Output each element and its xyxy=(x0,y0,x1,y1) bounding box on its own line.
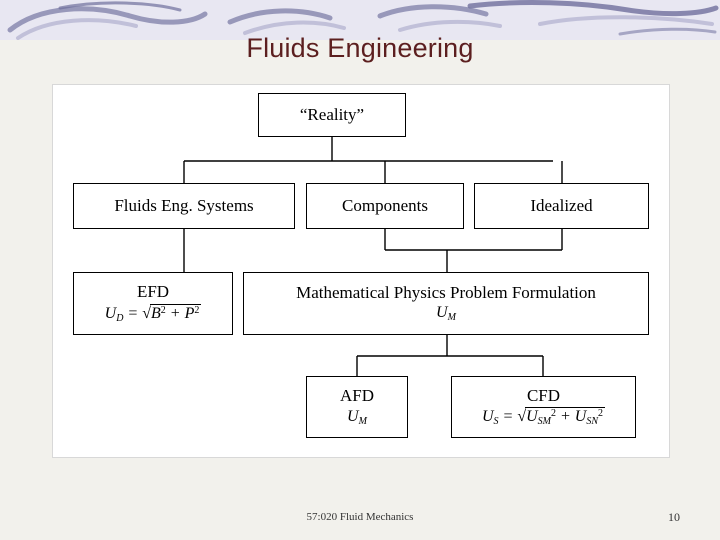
node-afd-formula: $U_M$ xyxy=(347,407,367,427)
node-fluids-eng-systems-label: Fluids Eng. Systems xyxy=(114,195,254,215)
node-idealized-label: Idealized xyxy=(530,195,593,215)
node-efd-formula: $U_D = √B^2 + P^2$ xyxy=(104,304,200,324)
node-math-physics-problem-formulation-formula: $U_M$ xyxy=(436,304,456,324)
node-reality-label: “Reality” xyxy=(299,104,365,124)
node-cfd xyxy=(451,376,636,438)
node-fluids-eng-systems xyxy=(73,183,295,229)
footer-course-label: 57:020 Fluid Mechanics xyxy=(306,511,414,523)
node-efd-label: EFD xyxy=(136,282,170,302)
node-math-physics-problem-formulation xyxy=(243,272,649,335)
flowchart-diagram xyxy=(52,84,670,458)
node-afd-label: AFD xyxy=(339,386,374,406)
node-cfd-label: CFD xyxy=(526,385,561,405)
node-math-physics-problem-formulation-label: Mathematical Physics Problem Formulation xyxy=(296,282,596,302)
node-reality xyxy=(258,93,406,137)
node-components-label: Components xyxy=(342,195,428,215)
node-cfd-formula: $U_S = √U_{SM}^2 + U_{SN}^2$ xyxy=(481,408,604,428)
node-efd xyxy=(73,272,233,335)
page-number: 10 xyxy=(668,510,680,524)
node-afd xyxy=(306,376,408,438)
page-title: Fluids Engineering xyxy=(246,33,474,63)
node-idealized xyxy=(474,183,649,229)
node-components xyxy=(306,183,464,229)
